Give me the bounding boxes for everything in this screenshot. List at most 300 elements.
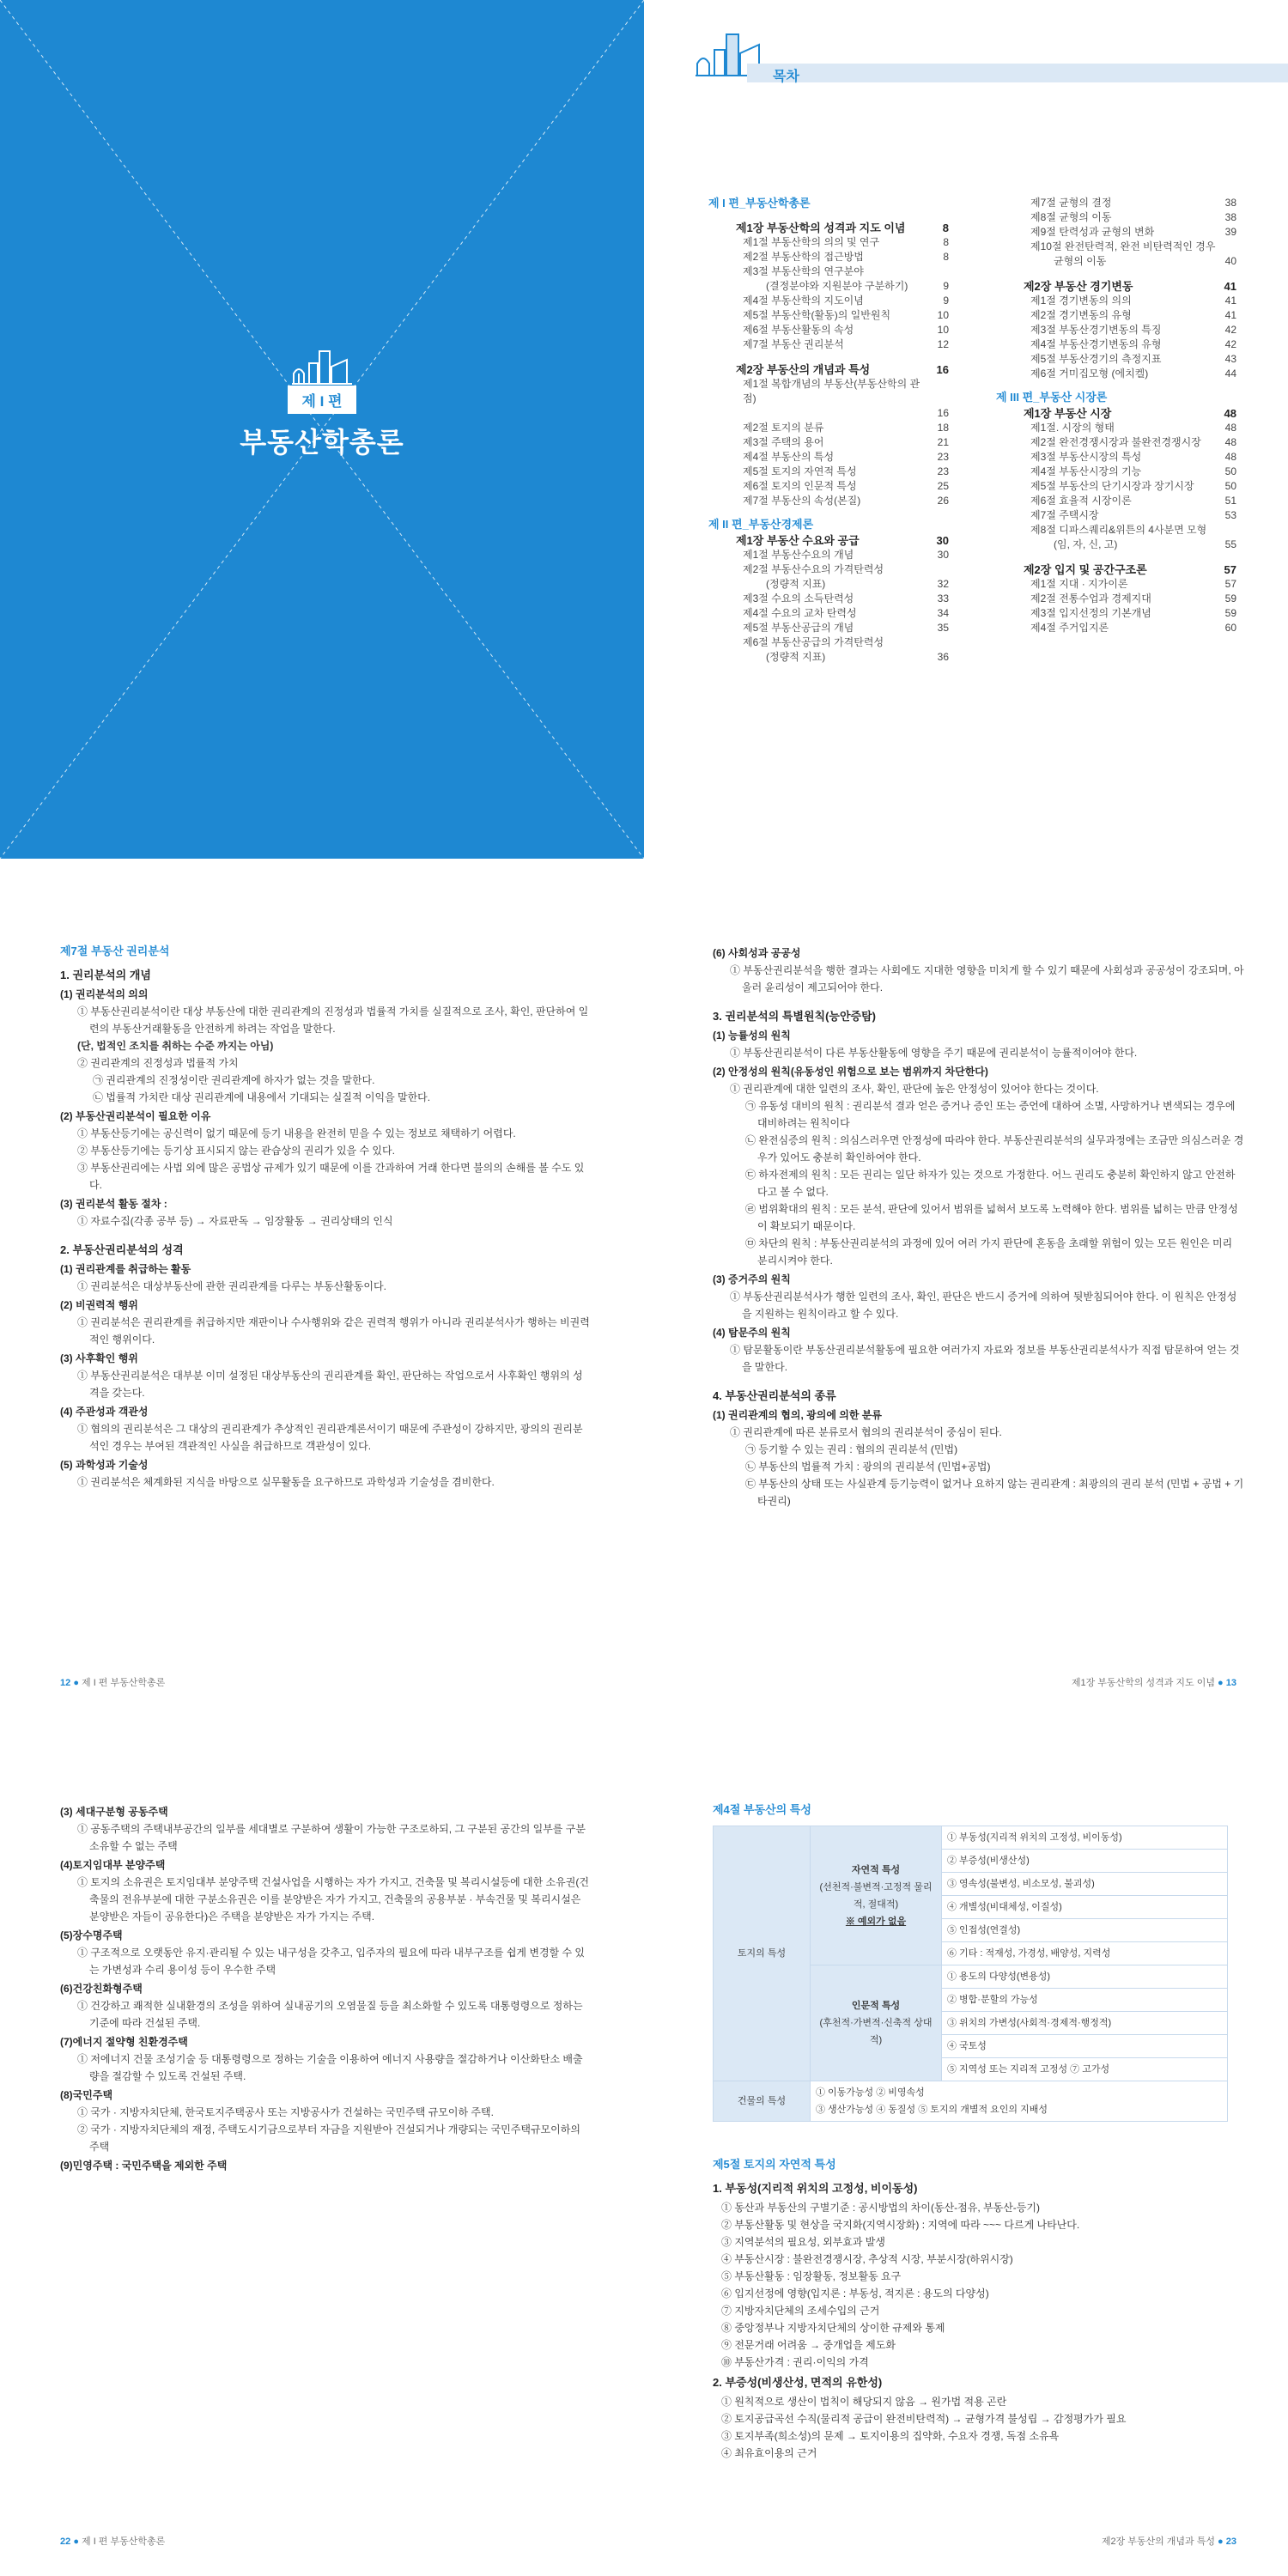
sub-list-item: ㉡ 법률적 가치란 대상 권리관계에 내용에서 기대되는 실질적 이익을 말한다. xyxy=(93,1091,431,1103)
toc-section-entry[interactable] xyxy=(708,235,949,250)
toc-section-entry[interactable] xyxy=(708,264,949,279)
toc-section-entry[interactable] xyxy=(708,465,949,479)
list-item: ④ 부동산시장 : 불완전경쟁시장, 추상적 시장, 부분시장(하위시장) xyxy=(721,2253,1013,2265)
heading: 3. 권리분석의 특별원칙(능안증탐) xyxy=(713,1010,876,1023)
toc-page-number: 60 xyxy=(1224,622,1236,634)
toc-page-number: 48 xyxy=(1224,407,1236,420)
toc-entry-title: 제7절 부동산 권리분석 xyxy=(743,338,844,350)
toc-section-entry[interactable] xyxy=(996,621,1236,635)
toc-title-bar xyxy=(747,64,1288,82)
toc-page-number: 32 xyxy=(937,578,949,590)
toc-section-entry[interactable] xyxy=(996,450,1236,465)
building-item: ① 이동가능성 ② 비영속성 xyxy=(816,2087,925,2098)
toc-section-entry[interactable] xyxy=(1001,538,1236,552)
toc-entry-title: 제1절 부동산학의 의의 및 연구 xyxy=(743,236,880,248)
subheading: (1) 권리분석의 의의 xyxy=(60,988,149,1000)
toc-entry-title: 제10절 완전탄력적, 완전 비탄력적인 경우 xyxy=(1030,240,1216,252)
toc-entry-title: 제7절 균형의 결정 xyxy=(1030,197,1112,209)
list-item: ① 토지의 소유권은 토지임대부 분양주택 건설사업을 시행하는 자가 가지고, 건축물 및 복리시설등에 대한 소유권(건축물의 전유부분에 대한 구분소유권은 이를 분양받은 자가 가지고, 건축물의 공용부분 · 부속건물 및 복리시설은 분양받은 자들이 공유한다)은 주택을 분양받은 자가 가지는 주택. xyxy=(77,1876,589,1923)
subheading: (3) 증거주의 원칙 xyxy=(713,1273,791,1285)
list-item: ③ 부동산권리에는 사법 외에 많은 공법상 규제가 있기 때문에 이를 간과하여 거래 한다면 불의의 손해를 볼 수도 있다. xyxy=(77,1162,585,1191)
toc-section-entry[interactable] xyxy=(996,465,1236,479)
human-item: ① 용도의 다양성(변용성) xyxy=(942,1965,1228,1989)
toc-page-number: 42 xyxy=(1224,338,1236,350)
heading: 4. 부동산권리분석의 종류 xyxy=(713,1389,836,1402)
immobility-list xyxy=(713,2199,1245,2371)
page-22-body xyxy=(60,1801,592,2174)
page-12 xyxy=(0,859,644,1717)
list-item: ③ 토지부족(희소성)의 문제 → 토지이용의 집약화, 수요자 경쟁, 독점 소유욕 xyxy=(721,2430,1060,2442)
toc-page-number: 23 xyxy=(937,451,949,463)
toc-entry-title: 제1절 지대 · 지가이론 xyxy=(1030,578,1128,590)
toc-entry-title: 제5절 부동산학(활동)의 일반원칙 xyxy=(743,309,891,321)
toc-section-entry[interactable] xyxy=(708,479,949,494)
page-number: 22 xyxy=(60,2537,71,2547)
human-characteristics-cell xyxy=(811,1965,942,2081)
sub-list-item: ㉢ 부동산의 상태 또는 사실관계 등기능력이 없거나 요하지 않는 권리관계 : 최광의의 권리 분석 (민법 + 공법 + 기타권리) xyxy=(745,1478,1244,1507)
toc-page-number: 53 xyxy=(1224,509,1236,521)
toc-section-entry[interactable] xyxy=(708,494,949,508)
list-item: ① 권리분석은 대상부동산에 관한 권리관계를 다루는 부동산활동이다. xyxy=(77,1280,386,1292)
toc-section-entry[interactable] xyxy=(996,435,1236,450)
toc-entry-title: 제7절 주택시장 xyxy=(1030,509,1099,521)
toc-page-number: 44 xyxy=(1224,368,1236,380)
section-title: 제7절 부동산 권리분석 xyxy=(60,945,170,957)
toc-right-column xyxy=(996,196,1236,635)
toc-entry-title: 제5절 부동산경기의 측정지표 xyxy=(1030,353,1162,365)
toc-section-entry[interactable] xyxy=(708,435,949,450)
toc-page-number: 18 xyxy=(937,422,949,434)
toc-page-number xyxy=(1218,240,1236,254)
toc-entry-title: 제2장 부동산 경기변동 xyxy=(1024,280,1133,293)
page-number: 13 xyxy=(1225,1678,1236,1688)
page-number: 23 xyxy=(1225,2537,1236,2547)
toc-chapter-entry[interactable] xyxy=(996,406,1236,421)
toc-page-number xyxy=(930,635,949,650)
list-item: ② 부동산등기에는 등기상 표시되지 않는 관습상의 권리가 있을 수 있다. xyxy=(77,1145,395,1157)
sub-list-item: ㉤ 차단의 원칙 : 부동산권리분석의 과정에 있어 여러 가지 판단에 혼동을 초래할 위험이 있는 모든 원인은 미리 분리시켜야 한다. xyxy=(745,1237,1233,1267)
list-item: ① 부동산권리분석사가 행한 일련의 조사, 확인, 판단은 반드시 증거에 의하여 뒷받침되어야 한다. 이 원칙은 안정성을 지원하는 원칙이라고 할 수 있다. xyxy=(730,1291,1237,1320)
human-item: ② 병합·분할의 가능성 xyxy=(942,1989,1228,2012)
toc-page-number: 57 xyxy=(1224,563,1236,576)
toc-entry-title: 제4절 부동산학의 지도이념 xyxy=(743,295,864,307)
toc-section-entry[interactable] xyxy=(708,562,949,577)
list-item: ④ 최유효이용의 근거 xyxy=(721,2447,817,2459)
toc-page-number: 43 xyxy=(1224,353,1236,365)
toc-entry-title: 제4절 부동산경기변동의 유형 xyxy=(1030,338,1162,350)
toc-entry-title: 제4절 부동산의 특성 xyxy=(743,451,835,463)
toc-page-number: 35 xyxy=(937,622,949,634)
toc-page-number: 48 xyxy=(1224,451,1236,463)
toc-page-number: 33 xyxy=(937,592,949,605)
toc-page-number xyxy=(1218,523,1236,538)
toc-entry-title: (결정분야와 지원분야 구분하기) xyxy=(766,280,908,292)
characteristics-table xyxy=(713,1826,1228,2122)
toc-entry-title: 제3절 부동산시장의 특성 xyxy=(1030,451,1142,463)
list-item: ① 협의의 권리분석은 그 대상의 권리관계가 추상적인 권리관계론서이기 때문에 주관성이 강하지만, 광의의 권리분석인 경우는 부여된 객관적인 사실을 취급하므로 객관성이 있다. xyxy=(77,1423,583,1452)
toc-page-number: 9 xyxy=(943,295,949,307)
subheading: (4) 주관성과 객관성 xyxy=(60,1406,149,1418)
list-item: ② 토지공급곡선 수직(물리적 공급이 완전비탄력적) → 균형가격 불성립 → 감정평가가 필요 xyxy=(721,2413,1127,2425)
list-item: ① 원칙적으로 생산이 법칙이 해당되지 않음 → 원가법 적용 곤란 xyxy=(721,2396,1007,2408)
sub-list-item: ㉣ 범위확대의 원칙 : 모든 분석, 판단에 있어서 범위를 넓혀서 보도록 노력해야 한다. 범위를 넓히는 만큼 안정성이 확보되기 때문이다. xyxy=(745,1203,1238,1232)
toc-section-entry[interactable] xyxy=(996,225,1236,240)
footer-text: 제2장 부동산의 개념과 특성 xyxy=(1101,2537,1215,2547)
subheading: (3) 세대구분형 공동주택 xyxy=(60,1806,168,1818)
sub-list-item: ㉡ 부동산의 법률적 가치 : 광의의 권리분석 (민법+공법) xyxy=(745,1461,991,1473)
subheading: (4)토지임대부 분양주택 xyxy=(60,1859,166,1871)
toc-section-entry[interactable] xyxy=(714,406,949,421)
toc-page-number: 21 xyxy=(937,436,949,448)
list-item: ① 부동산권리분석은 대부분 이미 설정된 대상부동산의 권리관계를 확인, 판단하는 작업으로서 사후확인 행위의 성격을 갖는다. xyxy=(77,1370,583,1399)
toc-entry-title: 제4절 주거입지론 xyxy=(1030,622,1109,634)
subheading: (1) 권리관계의 협의, 광의에 의한 분류 xyxy=(713,1409,882,1421)
human-item: ⑤ 지역성 또는 지리적 고정성 ⑦ 고가성 xyxy=(942,2058,1228,2081)
toc-page-number: 41 xyxy=(1224,295,1236,307)
list-item: ① 공동주택의 주택내부공간의 일부를 세대별로 구분하여 생활이 가능한 구조로하되, 그 구분된 공간의 일부를 구분소유할 수 없는 주택 xyxy=(77,1823,586,1852)
toc-entry-title: 제2절 부동산학의 접근방법 xyxy=(743,251,864,263)
toc-page-number: 16 xyxy=(936,363,949,376)
toc-section-entry[interactable] xyxy=(1001,254,1236,269)
building-logo-icon xyxy=(292,348,352,386)
list-item: ② 부동산활동 및 현상을 국지화(지역시장화) : 지역에 따라 ~~~ 다르게 나타난다. xyxy=(721,2219,1080,2231)
toc-chapter-entry[interactable] xyxy=(708,362,949,377)
toc-entry-title: 제3절 수요의 소득탄력성 xyxy=(743,592,854,605)
toc-entry-title: 제2절 경기변동의 유형 xyxy=(1030,309,1132,321)
heading: 2. 부동산권리분석의 성격 xyxy=(60,1243,184,1256)
toc-page-number: 57 xyxy=(1224,578,1236,590)
page-13 xyxy=(644,859,1288,1717)
toc-entry-title: (정량적 지표) xyxy=(766,651,826,663)
toc-section-entry[interactable] xyxy=(996,577,1236,592)
toc-page-number: 34 xyxy=(937,607,949,619)
toc-chapter-entry[interactable] xyxy=(708,533,949,548)
toc-entry-title: 제6절 토지의 인문적 특성 xyxy=(743,480,857,492)
section-title-2: 제5절 토지의 자연적 특성 xyxy=(713,2158,836,2171)
building-item: ③ 생산가능성 ④ 동질성 ⑤ 토지의 개별적 요인의 지배성 xyxy=(816,2105,1048,2115)
list-item: ① 국가 · 지방자치단체, 한국토지주택공사 또는 지방공사가 건설하는 국민주택 규모이하 주택. xyxy=(77,2106,494,2118)
toc-chapter-entry[interactable] xyxy=(996,562,1236,577)
page-22-blocks xyxy=(60,1803,592,2174)
toc-page-number: 26 xyxy=(937,495,949,507)
sub-list-item: ㉠ 권리관계의 진정성이란 권리관계에 하자가 없는 것을 말한다. xyxy=(93,1074,375,1086)
toc-page-number: 55 xyxy=(1224,538,1236,550)
toc-entry-title: 제6절 거미집모형 (에치켈) xyxy=(1030,368,1149,380)
toc-section-entry[interactable] xyxy=(996,337,1236,352)
toc-part-heading[interactable]: 제 II 편_부동산경제론 xyxy=(708,518,814,531)
toc-page-number: 42 xyxy=(1224,324,1236,336)
toc-entry-title: 제2장 부동산의 개념과 특성 xyxy=(736,363,871,376)
list-item: ② 권리관계의 진정성과 법률적 가치 xyxy=(77,1057,239,1069)
toc-page-number: 30 xyxy=(937,549,949,561)
subheading: (7)에너지 절약형 친환경주택 xyxy=(60,2036,188,2048)
list-item: ① 건강하고 쾌적한 실내환경의 조성을 위하여 실내공기의 오염물질 등을 최소화할 수 있도록 대통령령으로 정하는 기준에 따라 건설된 주택. xyxy=(77,2000,583,2029)
toc-page-number: 36 xyxy=(937,651,949,663)
toc-page-number: 48 xyxy=(1224,422,1236,434)
toc-page-number: 38 xyxy=(1224,211,1236,223)
subheading: (3) 사후확인 행위 xyxy=(60,1352,138,1364)
toc-entry-title: 제1절. 시장의 형태 xyxy=(1030,422,1115,434)
page-23-body xyxy=(713,1801,1245,2462)
toc-entry-title: 제2절 토지의 분류 xyxy=(743,422,824,434)
natural-note: ※ 예외가 없음 xyxy=(845,1916,907,1927)
footer-text: 제 I 편 부동산학총론 xyxy=(82,1678,166,1688)
toc-section-entry[interactable] xyxy=(996,523,1236,538)
subheading: (6) 사회성과 공공성 xyxy=(713,947,801,959)
human-item: ③ 위치의 가변성(사회적·경제적·행정적) xyxy=(942,2012,1228,2035)
toc-entry-title: 제3절 주택의 용어 xyxy=(743,436,824,448)
page-12-body xyxy=(60,943,592,1491)
toc-page-number: 23 xyxy=(937,465,949,477)
page-footer: 22 ● 제 I 편 부동산학총론 xyxy=(60,2537,166,2547)
toc-section-entry[interactable] xyxy=(996,308,1236,323)
natural-sub: (선천적·불변적·고정적 물리적, 절대적) xyxy=(819,1881,933,1910)
toc-page-number: 8 xyxy=(943,236,949,248)
subheading: (2) 부동산권리분석이 필요한 이유 xyxy=(60,1110,211,1122)
natural-item: ④ 개별성(비대체성, 이질성) xyxy=(942,1896,1228,1919)
toc-page-number: 25 xyxy=(937,480,949,492)
toc-page-number: 51 xyxy=(1224,495,1236,507)
toc-page-number: 50 xyxy=(1224,480,1236,492)
toc-section-entry[interactable] xyxy=(708,308,949,323)
toc-entry-title: 제1절 경기변동의 의의 xyxy=(1030,295,1132,307)
toc-part-heading[interactable]: 제 I 편_부동산학총론 xyxy=(708,197,811,210)
list-item: ⑤ 부동산활동 : 임장활동, 정보활동 요구 xyxy=(721,2270,902,2282)
toc-entry-title: (임, 자, 신, 고) xyxy=(1054,538,1118,550)
natural-characteristics-cell xyxy=(811,1826,942,1965)
sub-list-item: ㉠ 유동성 대비의 원칙 : 권리분석 결과 얻은 증거나 증인 또는 증언에 대하여 소멸, 사망하거나 변색되는 경우에 대비하려는 원칙이다 xyxy=(745,1100,1236,1129)
toc-section-entry[interactable] xyxy=(996,240,1236,254)
toc-entry-title: 제1장 부동산 시장 xyxy=(1024,407,1112,420)
toc-entry-title: 제6절 효율적 시장이론 xyxy=(1030,495,1132,507)
heading: 1. 권리분석의 개념 xyxy=(60,969,151,981)
list-item: ① 구조적으로 오랫동안 유지·관리될 수 있는 내구성을 갖추고, 입주자의 필요에 따라 내부구조를 쉽게 변경할 수 있는 가변성과 수리 용이성 등이 우수한 주택 xyxy=(77,1947,585,1976)
list-item: ① 권리관계에 대한 일련의 조사, 확인, 판단에 높은 안정성이 있어야 한다는 것이다. xyxy=(730,1083,1099,1095)
toc-section-entry[interactable] xyxy=(708,323,949,337)
sub-list-item: ㉠ 등기할 수 있는 권리 : 협의의 권리분석 (민법) xyxy=(745,1443,958,1455)
cover-title-block xyxy=(0,348,644,460)
natural-label: 자연적 특성 xyxy=(851,1864,901,1875)
list-item: ⑨ 전문거래 어려움 → 중개업을 제도화 xyxy=(721,2339,896,2351)
toc-section-entry[interactable] xyxy=(714,577,949,592)
natural-item: ⑥ 기타 : 적재성, 가경성, 배양성, 지력성 xyxy=(942,1942,1228,1965)
page-12-blocks xyxy=(60,967,592,1491)
list-item: ① 부동산권리분석을 행한 결과는 사회에도 지대한 영향을 미치게 할 수 있기 때문에 사회성과 공공성이 강조되며, 아울러 윤리성이 제고되어야 한다. xyxy=(730,964,1244,993)
toc-page-number: 10 xyxy=(937,309,949,321)
toc-entry-title: 제6절 부동산공급의 가격탄력성 xyxy=(743,636,884,648)
page-footer: 제1장 부동산학의 성격과 지도 이념 ● 13 xyxy=(1071,1678,1236,1688)
toc-section-entry[interactable] xyxy=(708,250,949,264)
toc-entry-title: 제9절 탄력성과 균형의 변화 xyxy=(1030,226,1155,238)
toc-page-number: 41 xyxy=(1224,309,1236,321)
toc-page-number xyxy=(930,264,949,279)
toc-section-entry[interactable] xyxy=(708,621,949,635)
toc-section-entry[interactable] xyxy=(714,650,949,665)
list-item: ① 권리관계에 따른 분류로서 협의의 권리분석이 중심이 된다. xyxy=(730,1426,1002,1438)
toc-section-entry[interactable] xyxy=(996,606,1236,621)
toc-page-number: 16 xyxy=(937,407,949,419)
list-item: ⑧ 중앙정부나 지방자치단체의 상이한 규제와 통제 xyxy=(721,2322,945,2334)
toc-entry-title: 제4절 수요의 교차 탄력성 xyxy=(743,607,857,619)
human-sub: (후천적·가변적·신축적 상대적) xyxy=(819,2018,933,2045)
toc-page-number: 48 xyxy=(1224,436,1236,448)
land-characteristics-label: 토지의 특성 xyxy=(714,1826,811,2081)
toc-section-entry[interactable] xyxy=(996,196,1236,210)
human-item: ④ 국토성 xyxy=(942,2035,1228,2058)
natural-item: ② 부증성(비생산성) xyxy=(942,1850,1228,1873)
toc-entry-title: 제8절 균형의 이동 xyxy=(1030,211,1112,223)
toc-entry-title: 제1절 복합개념의 부동산(부동산학의 관점) xyxy=(743,378,920,404)
subheading: (8)국민주택 xyxy=(60,2089,113,2101)
toc-section-entry[interactable] xyxy=(708,377,949,406)
toc-page-number: 30 xyxy=(936,534,949,547)
toc-page-number: 50 xyxy=(1224,465,1236,477)
toc-entry-title: 제4절 부동산시장의 기능 xyxy=(1030,465,1142,477)
building-characteristics-label: 건물의 특성 xyxy=(714,2081,811,2122)
toc-entry-title: 제5절 부동산의 단기시장과 장기시장 xyxy=(1030,480,1194,492)
page-23 xyxy=(644,1717,1288,2576)
subheading: (6)건강친화형주택 xyxy=(60,1983,143,1995)
human-label: 인문적 특성 xyxy=(851,2001,901,2011)
toc-entry-title: 제3절 부동산경기변동의 특징 xyxy=(1030,324,1162,336)
list-item: ① 동산과 부동산의 구별기준 : 공시방법의 차이(동산-점유, 부동산-등기) xyxy=(721,2202,1040,2214)
toc-entry-title: 제1절 부동산수요의 개념 xyxy=(743,549,854,561)
list-item: ① 자료수집(각종 공부 등) → 자료판독 → 임장활동 → 권리상태의 인식 xyxy=(77,1215,393,1227)
building-items-cell xyxy=(811,2081,1228,2122)
footer-text: 제1장 부동산학의 성격과 지도 이념 xyxy=(1071,1678,1215,1688)
list-item: ① 부동산권리분석이 다른 부동산활동에 영향을 주기 때문에 권리분석이 능률적이어야 한다. xyxy=(730,1047,1138,1059)
toc-entry-title: 제5절 토지의 자연적 특성 xyxy=(743,465,857,477)
note-text: (단, 법적인 조치를 취하는 수준 까지는 아님) xyxy=(77,1040,274,1052)
sub-list-item: ㉢ 하자전제의 원칙 : 모든 권리는 일단 하자가 있는 것으로 가정한다. 어느 권리도 충분히 확인하지 않고 안전하다고 볼 수 없다. xyxy=(745,1169,1236,1198)
part-badge: 제 I 편 xyxy=(288,386,355,414)
natural-item: ⑤ 인접성(연결성) xyxy=(942,1919,1228,1942)
list-item: ① 탐문활동이란 부동산권리분석활동에 필요한 여러가지 자료와 정보를 부동산권리분석사가 직접 탐문하여 얻는 것을 말한다. xyxy=(730,1344,1240,1373)
toc-page-number: 9 xyxy=(943,280,949,292)
page-22 xyxy=(0,1717,644,2576)
list-item: ② 국가 · 지방자치단체의 재정, 주택도시기금으로부터 자금을 지원받아 건설되거나 개량되는 국민주택규모이하의 주택 xyxy=(77,2123,580,2153)
subheading: (1) 능률성의 원칙 xyxy=(713,1030,791,1042)
subheading: (5)장수명주택 xyxy=(60,1929,123,1941)
toc-page-number: 39 xyxy=(1224,226,1236,238)
cover-title: 부동산학총론 xyxy=(240,427,404,458)
toc-section-entry[interactable] xyxy=(708,421,949,435)
toc-entry-title: (정량적 지표) xyxy=(766,578,826,590)
toc-entry-title: 제2절 부동산수요의 가격탄력성 xyxy=(743,563,884,575)
page-footer: 제2장 부동산의 개념과 특성 ● 23 xyxy=(1101,2537,1236,2547)
toc-entry-title: 제8절 디파스퀘리&위튼의 4사분면 모형 xyxy=(1030,524,1207,536)
toc-left-column xyxy=(708,196,949,665)
sub-list-item: ㉡ 완전심증의 원칙 : 의심스러우면 안정성에 따라야 한다. 부동산권리분석의 실무과정에는 조금만 의심스러운 경우가 있어도 충분히 확인하여야 한다. xyxy=(745,1134,1244,1163)
section-title: 제4절 부동산의 특성 xyxy=(713,1803,811,1816)
toc-page-number: 12 xyxy=(937,338,949,350)
page-13-body xyxy=(713,943,1245,1510)
toc-entry-title: 제7절 부동산의 속성(본질) xyxy=(743,495,861,507)
list-item: ⑦ 지방자치단체의 조세수입의 근거 xyxy=(721,2305,880,2317)
subheading: (9)민영주택 : 국민주택을 제외한 주택 xyxy=(60,2160,228,2172)
toc-page-number: 40 xyxy=(1224,255,1236,267)
non-productivity-list xyxy=(713,2393,1245,2462)
subheading: (3) 권리분석 활동 절차 : xyxy=(60,1198,167,1210)
toc-section-entry[interactable] xyxy=(996,352,1236,367)
toc-section-entry[interactable] xyxy=(708,592,949,606)
toc-part-heading[interactable]: 제 III 편_부동산 시장론 xyxy=(996,391,1108,404)
toc-entry-title: 제1장 부동산 수요와 공급 xyxy=(736,534,860,547)
toc-section-entry[interactable] xyxy=(996,294,1236,308)
toc-chapter-entry[interactable] xyxy=(708,221,949,235)
toc-section-entry[interactable] xyxy=(708,450,949,465)
toc-section-entry[interactable] xyxy=(996,508,1236,523)
list-item: ① 저에너지 건물 조성기술 등 대통령령으로 정하는 기술을 이용하여 에너지 사용량을 절감하거나 이산화탄소 배출량을 절감할 수 있도록 건설된 주택. xyxy=(77,2053,583,2082)
toc-section-entry[interactable] xyxy=(996,210,1236,225)
natural-item: ① 부동성(지리적 위치의 고정성, 비이동성) xyxy=(942,1826,1228,1850)
toc-section-entry[interactable] xyxy=(996,367,1236,381)
toc-title: 목차 xyxy=(773,70,799,84)
list-item: ⑩ 부동산가격 : 권리·이익의 가격 xyxy=(721,2356,869,2368)
toc-section-entry[interactable] xyxy=(708,337,949,352)
toc-section-entry[interactable] xyxy=(996,421,1236,435)
toc-page-number xyxy=(930,377,949,406)
toc-entry-title: 제2절 완전경쟁시장과 불완전경쟁시장 xyxy=(1030,436,1201,448)
toc-section-entry[interactable] xyxy=(996,323,1236,337)
toc-entry-title: 제1장 부동산학의 성격과 지도 이념 xyxy=(736,222,906,234)
heading: 1. 부동성(지리적 위치의 고정성, 비이동성) xyxy=(713,2182,918,2195)
subheading: (2) 안정성의 원칙(유동성인 위험으로 보는 범위까지 차단한다) xyxy=(713,1066,988,1078)
list-item: ① 부동산권리분석이란 대상 부동산에 대한 권리관계의 진정성과 법률적 가치를 실질적으로 조사, 확인, 판단하여 일련의 부동산거래활동을 안전하게 하려는 작업을 말한다. xyxy=(77,1005,589,1035)
toc-page-number: 38 xyxy=(1224,197,1236,209)
toc-section-entry[interactable] xyxy=(708,606,949,621)
toc-entry-title: 제5절 부동산공급의 개념 xyxy=(743,622,854,634)
toc-section-entry[interactable] xyxy=(714,279,949,294)
natural-item: ③ 영속성(불변성, 비소모성, 불괴성) xyxy=(942,1873,1228,1896)
page-number: 12 xyxy=(60,1678,71,1688)
toc-page-number: 8 xyxy=(942,222,949,234)
subheading: (2) 비권력적 행위 xyxy=(60,1299,138,1311)
toc-section-entry[interactable] xyxy=(708,635,949,650)
toc-section-entry[interactable] xyxy=(996,494,1236,508)
toc-page-number: 8 xyxy=(943,251,949,263)
toc-section-entry[interactable] xyxy=(708,294,949,308)
toc-section-entry[interactable] xyxy=(996,592,1236,606)
toc-entry-title: 제2절 전통수업과 경제지대 xyxy=(1030,592,1151,605)
toc-page xyxy=(644,0,1288,859)
subheading: (4) 탐문주의 원칙 xyxy=(713,1327,791,1339)
list-item: ① 권리분석은 권리관계를 취급하지만 재판이나 수사행위와 같은 권력적 행위가 아니라 권리분석사가 행하는 비권력적인 행위이다. xyxy=(77,1316,590,1346)
subheading: (1) 권리관계를 취급하는 활동 xyxy=(60,1263,191,1275)
page-13-blocks xyxy=(713,945,1245,1510)
toc-section-entry[interactable] xyxy=(708,548,949,562)
list-item: ⑥ 입지선정에 영향(입지론 : 부동성, 적지론 : 용도의 다양성) xyxy=(721,2287,989,2300)
toc-page-number: 59 xyxy=(1224,592,1236,605)
toc-entry-title: 제2장 입지 및 공간구조론 xyxy=(1024,563,1147,576)
toc-page-number: 10 xyxy=(937,324,949,336)
list-item: ③ 지역분석의 필요성, 외부효과 발생 xyxy=(721,2236,885,2248)
toc-entry-title: 제6절 부동산활동의 속성 xyxy=(743,324,854,336)
cover-page xyxy=(0,0,644,859)
toc-page-number xyxy=(930,562,949,577)
list-item: ① 권리분석은 체계화된 지식을 바탕으로 실무활동을 요구하므로 과학성과 기술성을 겸비한다. xyxy=(77,1476,495,1488)
heading: 2. 부증성(비생산성, 면적의 유한성) xyxy=(713,2376,883,2389)
page-footer: 12 ● 제 I 편 부동산학총론 xyxy=(60,1678,166,1688)
toc-entry-title: 제3절 입지선정의 기본개념 xyxy=(1030,607,1151,619)
toc-section-entry[interactable] xyxy=(996,479,1236,494)
toc-page-number: 41 xyxy=(1224,280,1236,293)
list-item: ① 부동산등기에는 공신력이 없기 때문에 등기 내용을 완전히 믿을 수 있는 정보로 채택하기 어렵다. xyxy=(77,1127,516,1139)
toc-chapter-entry[interactable] xyxy=(996,279,1236,294)
toc-entry-title: 제3절 부동산학의 연구분야 xyxy=(743,265,864,277)
subheading: (5) 과학성과 기술성 xyxy=(60,1459,149,1471)
toc-page-number: 59 xyxy=(1224,607,1236,619)
